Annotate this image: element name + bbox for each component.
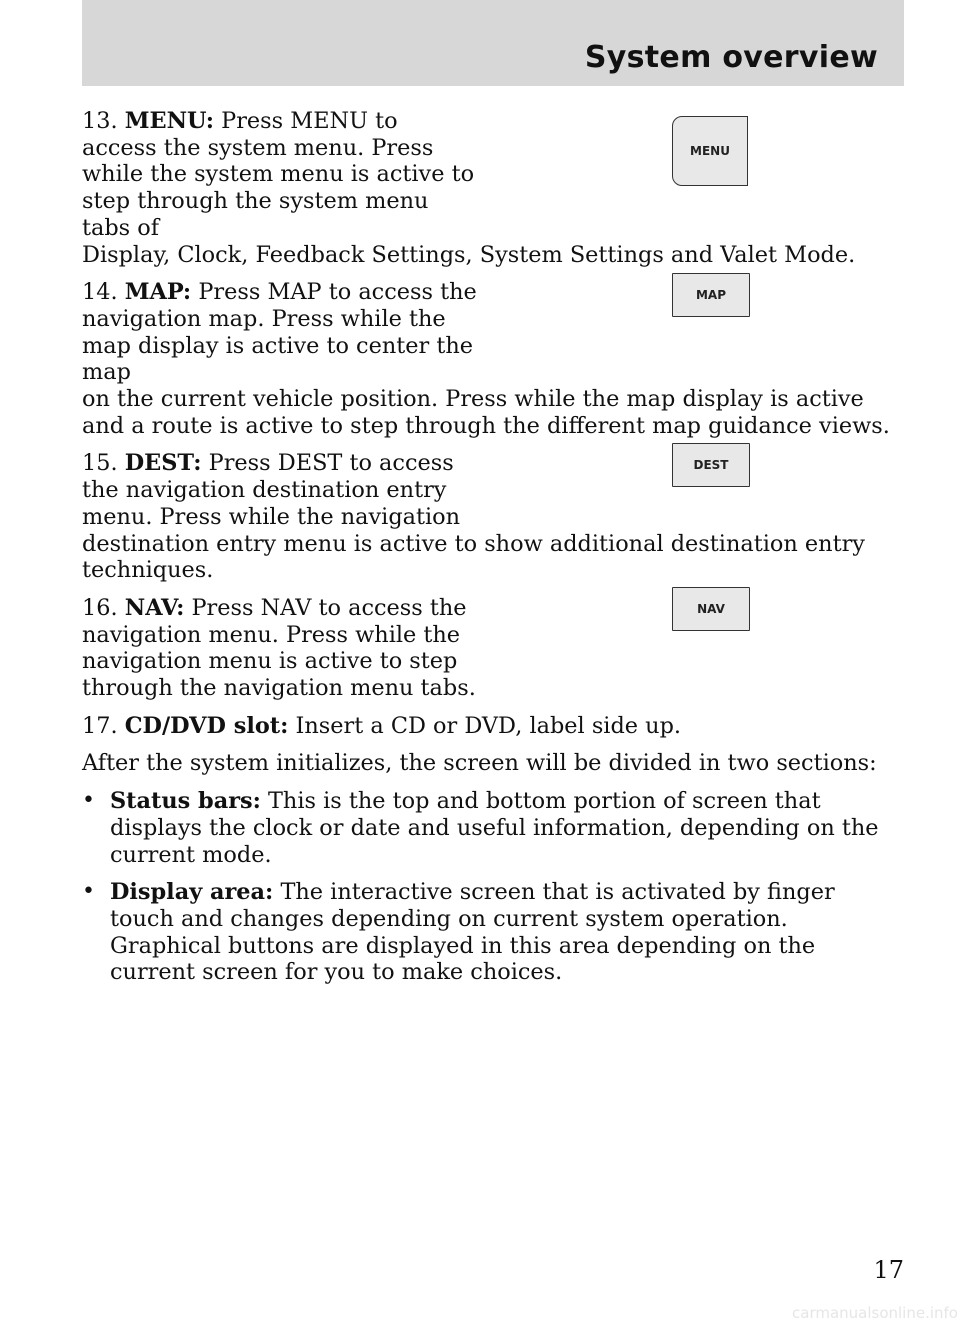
list-item-menu <box>82 108 904 268</box>
item-number: 17. <box>82 712 118 739</box>
icon-label: DEST <box>693 458 729 473</box>
list-item-dest <box>82 450 904 584</box>
nav-button-icon <box>672 587 750 631</box>
item-lead <box>82 595 477 702</box>
item-term: MAP: <box>124 279 192 306</box>
item-lead <box>82 108 477 242</box>
bullet-dot-icon: • <box>82 788 95 814</box>
bullet-status-bars <box>82 788 904 868</box>
item-lead-text: Press NAV to access the navigation menu. Press while the navigation menu is active to step through the navigation menu tabs. <box>82 594 476 702</box>
bullet-text: This is the top and bottom portion of screen that displays the clock or date and useful information, depending on the current mode. <box>110 788 879 868</box>
item-text: Insert a CD or DVD, label side up. <box>288 712 682 739</box>
item-number: 16. <box>82 594 118 621</box>
page-number: 17 <box>873 1256 904 1284</box>
item-lead-text: Press MAP to access the navigation map. Press while the map display is active to center the map <box>82 279 477 386</box>
item-number: 14. <box>82 279 118 306</box>
bullet-term: Display area: <box>110 879 274 906</box>
item-lead-text: Press MENU to access the system menu. Press while the system menu is active to step through the system menu tabs of <box>82 108 475 241</box>
menu-button-icon <box>672 116 748 186</box>
bullet-display-area <box>82 879 904 986</box>
item-term: NAV: <box>124 594 185 621</box>
item-term: CD/DVD slot: <box>124 712 289 739</box>
bullet-term: Status bars: <box>110 788 261 815</box>
item-term: DEST: <box>124 450 202 477</box>
list-item-map <box>82 279 904 439</box>
item-rest-text: destination entry menu is active to show additional destination entry techniques. <box>82 530 865 584</box>
bullet-dot-icon: • <box>82 879 95 905</box>
icon-label: MENU <box>690 143 730 158</box>
item-rest-text: Display, Clock, Feedback Settings, System Settings and Valet Mode. <box>82 241 856 268</box>
header-band <box>82 0 904 86</box>
watermark: carmanualsonline.info <box>792 1304 958 1322</box>
page-content <box>82 108 904 997</box>
item-number: 13. <box>82 108 118 134</box>
list-item-cd-dvd <box>82 713 904 740</box>
list-item-nav <box>82 595 904 702</box>
dest-button-icon <box>672 443 750 487</box>
icon-label: MAP <box>695 287 727 302</box>
intro-paragraph: After the system initializes, the screen will be divided in two sections: <box>82 750 877 777</box>
map-button-icon <box>672 273 750 317</box>
item-term: MENU: <box>124 108 215 134</box>
item-lead <box>82 279 477 386</box>
bullet-text: The interactive screen that is activated by finger touch and changes depending on current system operation. Graphical buttons are displayed in this area depending on the current screen for you to make choices. <box>110 879 835 986</box>
item-rest-text: on the current vehicle position. Press while the map display is active and a route is active to step through the different map guidance views. <box>82 386 890 439</box>
icon-label: NAV <box>697 601 725 616</box>
section-title: System overview <box>584 40 878 75</box>
item-lead-text: Press DEST to access the navigation destination entry menu. Press while the navigation <box>82 450 461 530</box>
item-lead <box>82 450 477 530</box>
item-number: 15. <box>82 450 118 477</box>
